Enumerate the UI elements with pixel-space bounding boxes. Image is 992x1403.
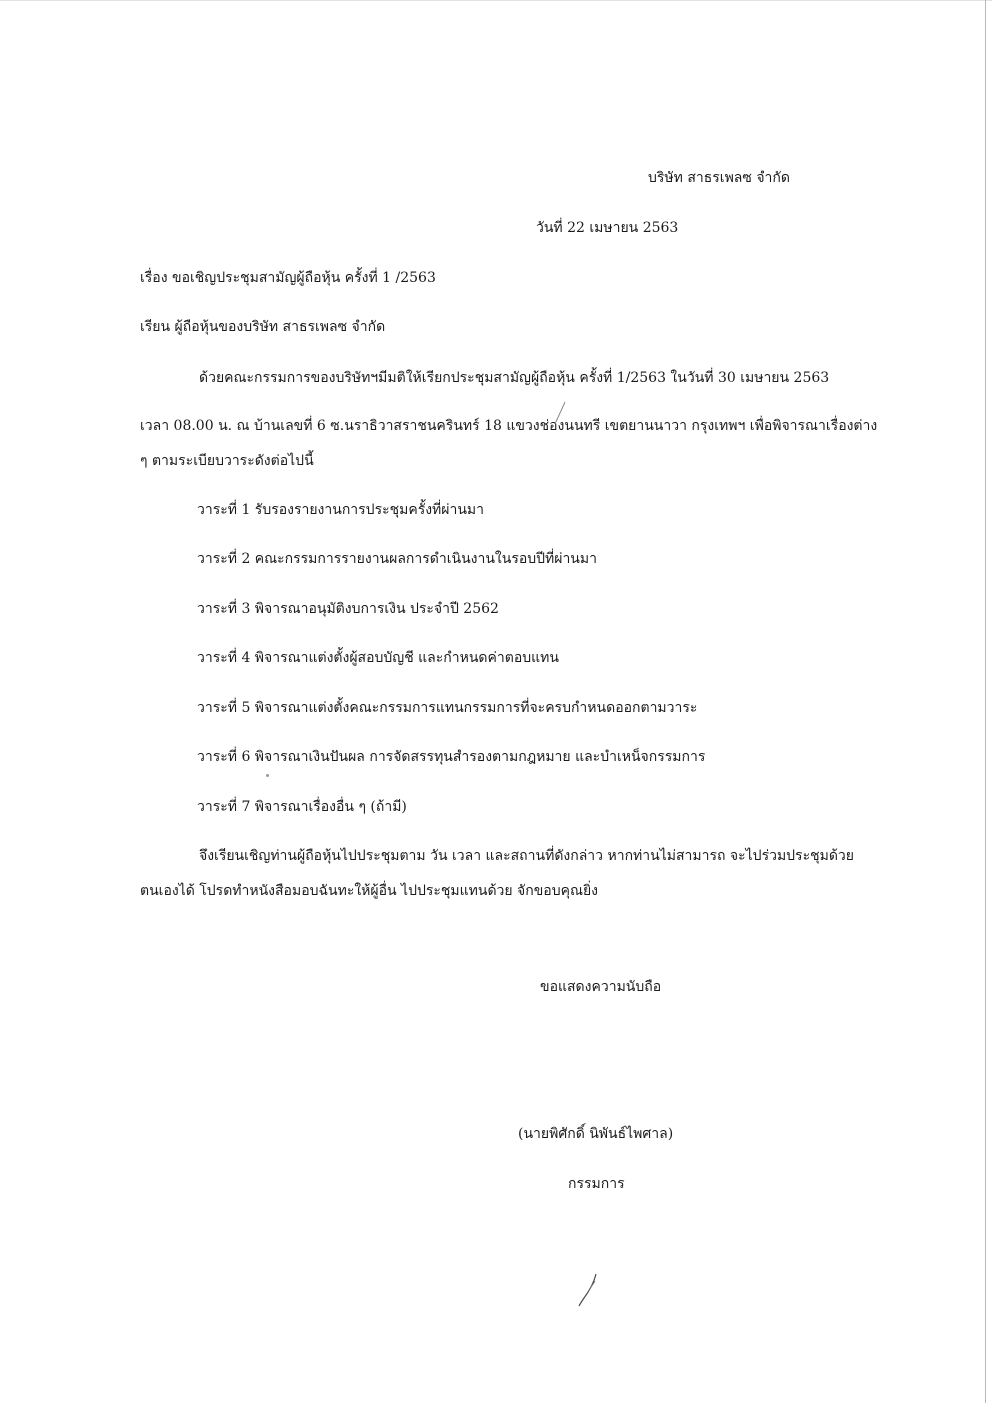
agenda-item-1: วาระที่ 1 รับรองรายงานการประชุมครั้งที่ผ่านมา: [197, 502, 485, 518]
body-line-3: ๆ ตามระเบียบวาระดังต่อไปนี้: [140, 453, 314, 469]
closing-line-1: จึงเรียนเชิญท่านผู้ถือหุ้นไปประชุมตาม วัน เวลา และสถานที่ดังกล่าว หากท่านไม่สามารถ จะไปร่วมประชุมด้วย: [199, 848, 854, 864]
signature-stroke-mark: [576, 1272, 602, 1308]
letter-date: วันที่ 22 เมษายน 2563: [536, 220, 679, 236]
signer-position: กรรมการ: [568, 1176, 625, 1192]
closing-line-2: ตนเองได้ โปรดทำหนังสือมอบฉันทะให้ผู้อื่น ไปประชุมแทนด้วย จักขอบคุณยิ่ง: [140, 883, 598, 899]
regards-text: ขอแสดงความนับถือ: [540, 979, 662, 995]
agenda-item-6: วาระที่ 6 พิจารณาเงินปันผล การจัดสรรทุนสำรองตามกฎหมาย และบำเหน็จกรรมการ: [197, 749, 706, 765]
scan-edge-top: [0, 0, 992, 1]
letter-subject: เรื่อง ขอเชิญประชุมสามัญผู้ถือหุ้น ครั้งที่ 1 /2563: [140, 270, 436, 286]
letter-recipient: เรียน ผู้ถือหุ้นของบริษัท สาธรเพลซ จำกัด: [140, 319, 386, 335]
agenda-item-2: วาระที่ 2 คณะกรรมการรายงานผลการดำเนินงานในรอบปีที่ผ่านมา: [197, 551, 597, 567]
body-line-2: เวลา 08.00 น. ณ บ้านเลขที่ 6 ซ.นราธิวาสราชนครินทร์ 18 แขวงช่องนนทรี เขตยานนาวา กรุงเทพฯ เพื่อพิจารณาเรื่องต่าง: [140, 418, 878, 434]
company-name: บริษัท สาธรเพลซ จำกัด: [648, 170, 790, 186]
body-line-1: ด้วยคณะกรรมการของบริษัทฯมีมติให้เรียกประชุมสามัญผู้ถือหุ้น ครั้งที่ 1/2563 ในวันที่ 30 เมษายน 2563: [199, 370, 830, 386]
pen-stroke-mark: [549, 401, 569, 425]
agenda-item-3: วาระที่ 3 พิจารณาอนุมัติงบการเงิน ประจำปี 2562: [197, 601, 499, 617]
agenda-item-7: วาระที่ 7 พิจารณาเรื่องอื่น ๆ (ถ้ามี): [197, 799, 407, 815]
agenda-item-4: วาระที่ 4 พิจารณาแต่งตั้งผู้สอบบัญชี และกำหนดค่าตอบแทน: [197, 650, 559, 666]
signer-name: (นายพิศักดิ์ นิพันธ์ไพศาล): [518, 1126, 674, 1142]
agenda-item-5: วาระที่ 5 พิจารณาแต่งตั้งคณะกรรมการแทนกรรมการที่จะครบกำหนดออกตามวาระ: [197, 700, 698, 716]
scan-speck: [266, 774, 269, 777]
scan-edge-right: [985, 0, 986, 1403]
